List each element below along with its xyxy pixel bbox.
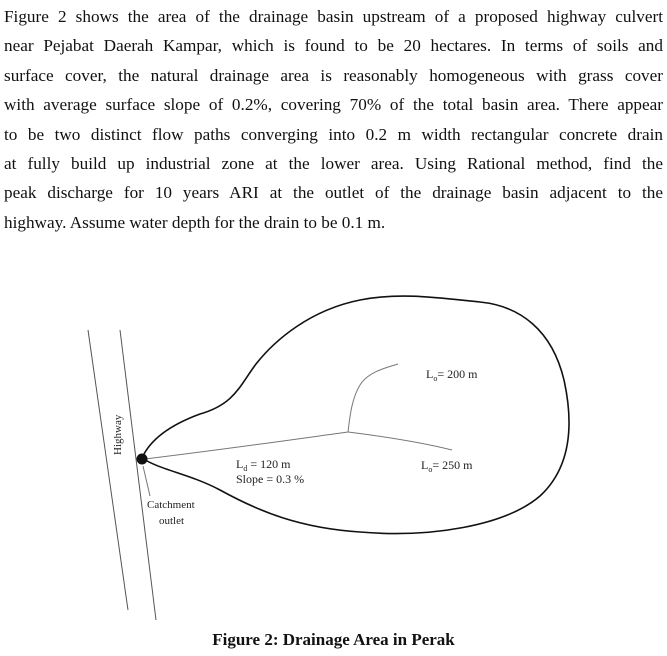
outlet-pointer-line	[143, 466, 150, 496]
problem-line: highway. Assume water depth for the drain to be 0.1 m.	[4, 212, 386, 232]
catchment-boundary	[142, 296, 569, 533]
lower-overland-path	[348, 432, 452, 450]
drainage-basin-figure	[0, 280, 667, 625]
main-drain-path	[145, 432, 348, 459]
lo-lower-label: $L_o= 250$ m	[421, 458, 473, 474]
problem-statement	[4, 2, 663, 237]
problem-line: Figure 2 shows the area of the drainage basin upstream of a proposed highway culvert	[4, 7, 663, 26]
ld-label: $L_d = 120$ m	[236, 457, 291, 473]
slope-label: Slope = 0.3 %	[236, 472, 305, 486]
problem-line: with average surface slope of 0.2%, covering 70% of the total basin area. There appear	[4, 95, 663, 115]
problem-line: at fully build up industrial zone at the lower area. Using Rational method, find the	[4, 154, 663, 174]
highway-right-edge	[120, 330, 156, 620]
problem-line: near Pejabat Daerah Kampar, which is found to be 20 hectares. In terms of soils and	[4, 36, 663, 56]
problem-line: surface cover, the natural drainage area is reasonably homogeneous with grass cover	[4, 65, 663, 85]
catchment-outlet-point	[137, 454, 148, 465]
highway-left-edge	[88, 330, 128, 610]
highway-label: Highway	[112, 414, 124, 455]
upper-overland-path	[348, 364, 398, 432]
catchment-outlet-label: Catchment	[147, 499, 195, 511]
lo-upper-label: $L_o= 200$ m	[426, 367, 478, 383]
problem-line: peak discharge for 10 years ARI at the outlet of the drainage basin adjacent to the	[4, 183, 663, 203]
problem-line: to be two distinct flow paths converging into 0.2 m width rectangular concrete drain	[4, 124, 663, 144]
figure-caption: Figure 2: Drainage Area in Perak	[212, 630, 455, 649]
catchment-outlet-label: outlet	[159, 515, 185, 527]
